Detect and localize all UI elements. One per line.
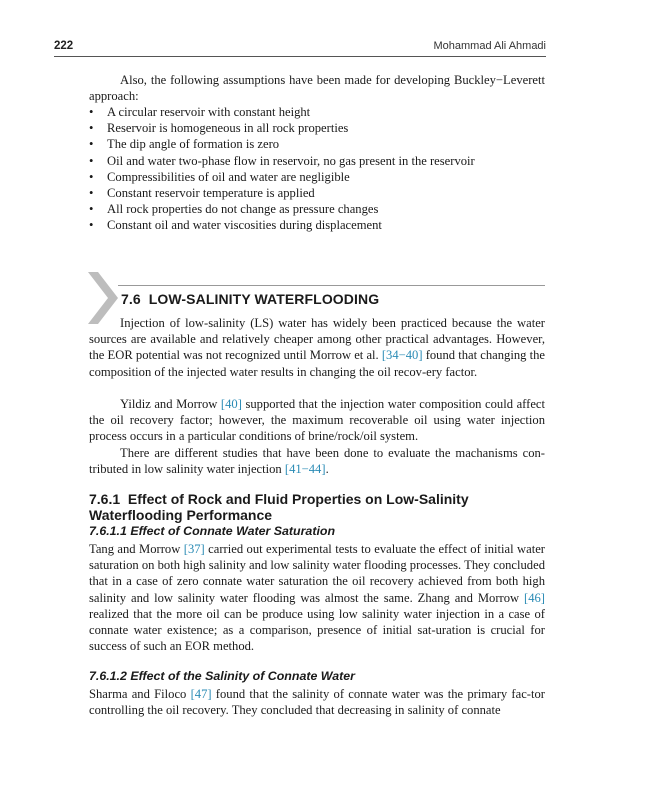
running-author: Mohammad Ali Ahmadi <box>433 40 546 52</box>
bullet-icon: • <box>89 169 94 184</box>
list-item: • Constant reservoir temperature is applied <box>89 186 315 201</box>
list-item: • Compressibilities of oil and water are negligible <box>89 169 350 184</box>
assumption-list <box>89 104 545 234</box>
list-item: • A circular reservoir with constant height <box>89 105 311 119</box>
citation-link[interactable]: [47] <box>190 687 212 701</box>
bullet-icon: • <box>89 186 94 201</box>
citation-link[interactable]: [46] <box>524 590 545 605</box>
intro-paragraph: Also, the following assumptions have been made for developing Buckley−Leverett approach: <box>89 73 545 104</box>
subsubsection-paragraph-1: Tang and Morrow [37] carried out experimental tests to evaluate the effect of initial water saturation on both high salinity and low salinity water flooding processes. They concluded that in a case of zero connate water saturation the oil recovery achieved from both high salinity and low salinity water flooding was almost the same. Zhang and Morrow [46] realized that the more oil can be produce using low salinity water injection in a case of connate water existence; as a comparison, presence of initial sat-uration is crucial for success of such an EOR method. <box>89 542 546 654</box>
bullet-icon: • <box>89 153 94 168</box>
subsection-number: 7.6.1 <box>89 491 121 507</box>
bullet-icon: • <box>89 218 94 233</box>
list-item: • Reservoir is homogeneous in all rock properties <box>89 121 349 136</box>
bullet-icon: • <box>89 202 94 217</box>
bullet-icon: • <box>89 137 94 152</box>
subsubsection-paragraph-2: Sharma and Filoco [47] found that the salinity of connate water was the primary fac-tor controlling the oil recovery. They concluded that decreasing in salinity of connate <box>89 687 545 718</box>
bullet-icon: • <box>89 105 94 119</box>
subsubsection-heading-1: 7.6.1.1 Effect of Connate Water Saturation <box>89 524 336 538</box>
section-paragraph-1: Injection of low-salinity (LS) water has widely been practiced because the water sources are available and relatively cheaper among other practical advantages. However, the EOR potential was not recognized until Morrow et al. [34−40] found that changing the composition of the injected water results in changing the oil recov-ery factor. <box>89 316 545 379</box>
citation-link[interactable]: [34−40] <box>381 348 423 363</box>
subsubsection-heading-2: 7.6.1.2 Effect of the Salinity of Connate Water <box>89 669 355 683</box>
list-item: • Constant oil and water viscosities during displacement <box>89 218 382 233</box>
bullet-icon: • <box>89 121 94 136</box>
citation-link[interactable]: [41−44] <box>284 462 326 477</box>
section-title <box>121 291 379 307</box>
list-item: • The dip angle of formation is zero <box>89 137 280 152</box>
section-paragraph-2: Yildiz and Morrow [40] supported that the injection water composition could affect the oil recovery factor; however, the maximum recoverable oil using water injection process occurs in a particular conditions of brine/rock/oil system. <box>89 397 546 444</box>
list-item: • Oil and water two-phase flow in reservoir, no gas present in the reservoir <box>89 153 475 168</box>
subsection-heading: 7.6.1 Effect of Rock and Fluid Properties on Low-Salinity Waterflooding Performance <box>89 491 469 523</box>
section-rule <box>118 285 545 286</box>
citation-link[interactable]: [40] <box>220 397 242 411</box>
section-number: 7.6 <box>121 291 141 307</box>
citation-link[interactable]: [37] <box>183 542 205 556</box>
list-item: • All rock properties do not change as pressure changes <box>89 202 379 217</box>
header-rule <box>54 56 546 57</box>
section-paragraph-3: There are different studies that have been done to evaluate the machanisms con-tributed in low salinity water injection [41−44]. <box>89 446 545 477</box>
running-head <box>54 40 546 56</box>
page-number: 222 <box>54 40 74 52</box>
section-title-text: LOW-SALINITY WATERFLOODING <box>148 291 380 307</box>
